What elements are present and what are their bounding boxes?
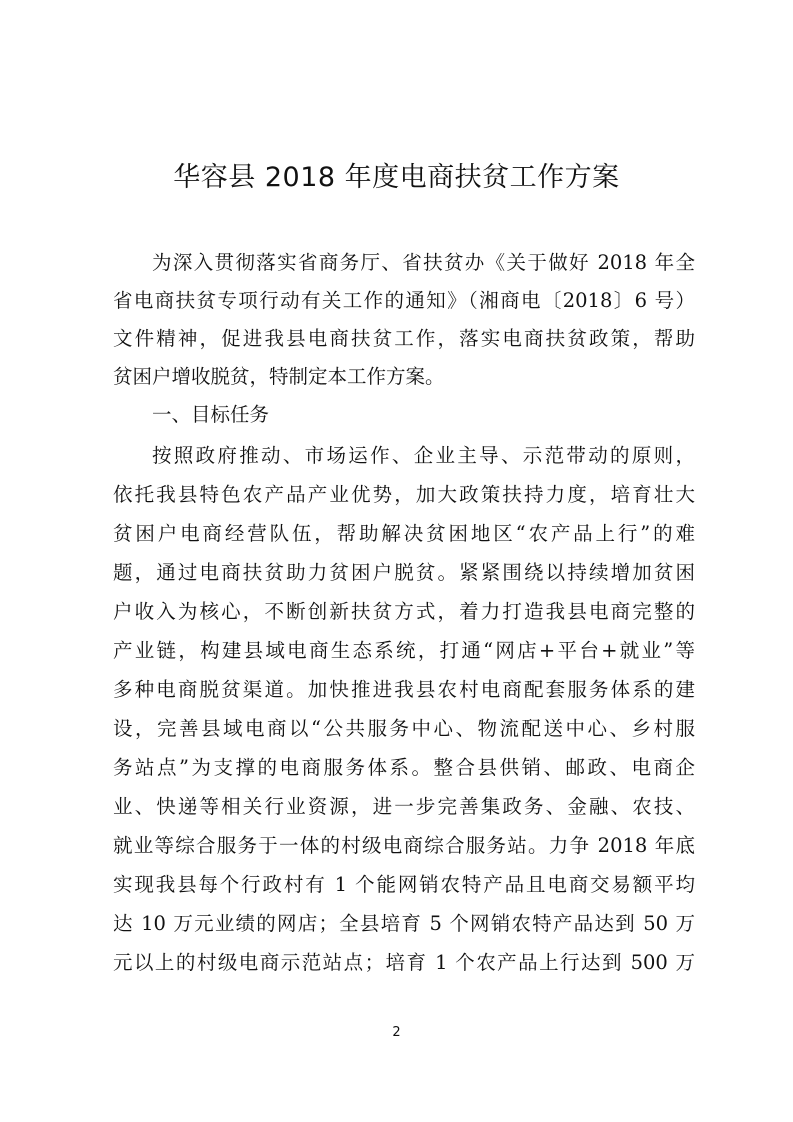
body-line: 元以上的村级电商示范站点；培育 1 个农产品上行达到 500 万 bbox=[113, 951, 695, 974]
body-line: 依托我县特色农产品产业优势，加大政策扶持力度，培育壮大 bbox=[113, 483, 695, 506]
body-line: 题，通过电商扶贫助力贫困户脱贫。紧紧围绕以持续增加贫困 bbox=[113, 561, 695, 584]
intro-line: 为深入贯彻落实省商务厅、省扶贫办《关于做好 2018 年全 bbox=[152, 251, 695, 274]
body-line: 户收入为核心，不断创新扶贫方式，着力打造我县电商完整的 bbox=[113, 600, 695, 623]
body-line: 多种电商脱贫渠道。加快推进我县农村电商配套服务体系的建 bbox=[113, 678, 695, 701]
body-line: 实现我县每个行政村有 1 个能网销农特产品且电商交易额平均 bbox=[113, 873, 695, 896]
body-line: 业、快递等相关行业资源，进一步完善集政务、金融、农技、 bbox=[113, 795, 695, 818]
body-line: 按照政府推动、市场运作、企业主导、示范带动的原则， bbox=[152, 444, 695, 467]
section-heading: 一、目标任务 bbox=[152, 403, 270, 426]
body-line: 务站点”为支撑的电商服务体系。整合县供销、邮政、电商企 bbox=[113, 756, 695, 779]
page-number: 2 bbox=[392, 1025, 401, 1040]
body-line: 设，完善县域电商以“公共服务中心、物流配送中心、乡村服 bbox=[113, 717, 695, 740]
intro-line: 省电商扶贫专项行动有关工作的通知》（湘商电〔2018〕6 号） bbox=[113, 289, 695, 312]
intro-line: 贫困户增收脱贫，特制定本工作方案。 bbox=[113, 365, 445, 388]
body-line: 产业链，构建县域电商生态系统，打通“网店+平台+就业”等 bbox=[113, 639, 695, 662]
document-title: 华容县 2018 年度电商扶贫工作方案 bbox=[173, 162, 620, 193]
body-line: 就业等综合服务于一体的村级电商综合服务站。力争 2018 年底 bbox=[113, 834, 695, 857]
body-line: 达 10 万元业绩的网店；全县培育 5 个网销农特产品达到 50 万 bbox=[113, 912, 695, 935]
intro-line: 文件精神，促进我县电商扶贫工作，落实电商扶贫政策，帮助 bbox=[113, 327, 695, 350]
body-line: 贫困户电商经营队伍，帮助解决贫困地区“农产品上行”的难 bbox=[113, 522, 695, 545]
